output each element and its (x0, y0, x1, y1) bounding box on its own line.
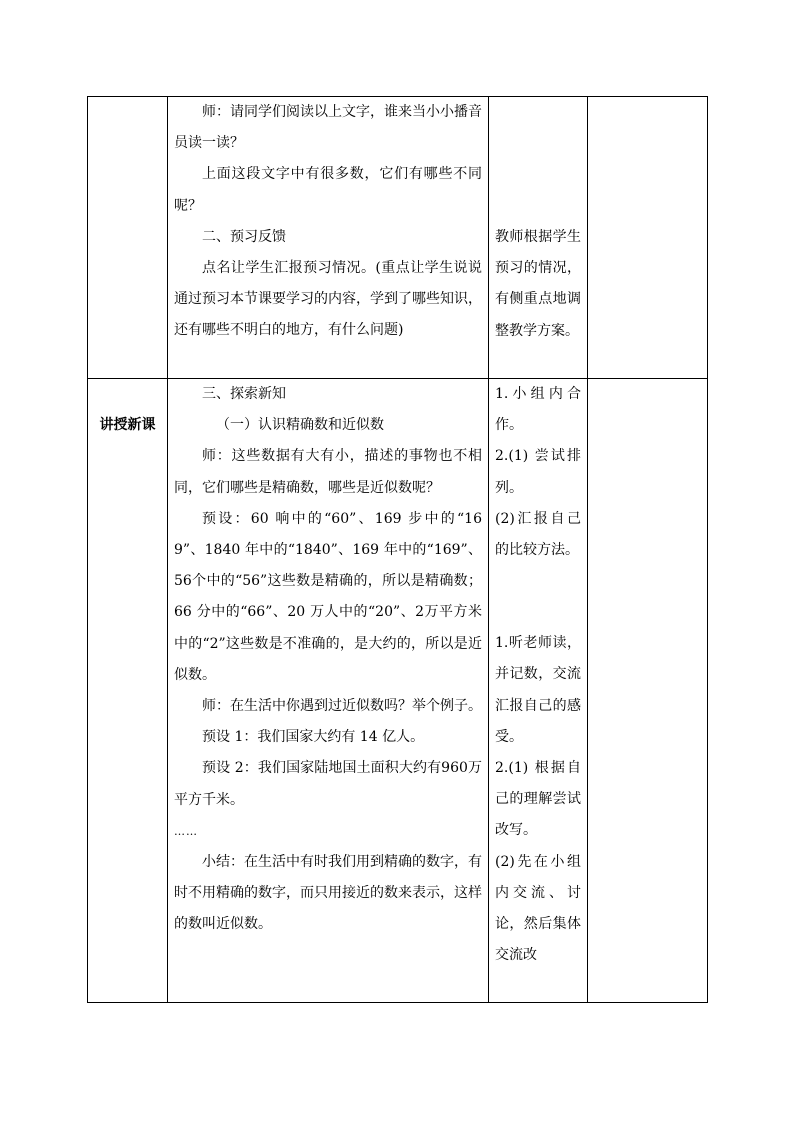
notes-paragraph: 2.(1) 尝试排列。 (495, 448, 581, 496)
notes-paragraph: 1.小组内合作。 (495, 386, 581, 434)
table-row (88, 97, 708, 379)
table-row (88, 379, 708, 1003)
content-heading: 二、预习反馈 (202, 228, 286, 245)
content-paragraph: 预设：60 响中的“60”、169 步中的“169”、1840 年中的“1840”、169 年中的“169”、56个中的“56”这些数是精确的，所以是精确数；66 分中的“66”、20 万人中的“20”、2万平方米中的“2”这些数是不准确的，是大约的，所以是近似数。 (174, 510, 482, 683)
content-paragraph: 师：在生活中你遇到过近似数吗？举个例子。 (202, 698, 482, 715)
notes-paragraph: 教师根据学生预习的情况，有侧重点地调整教学方案。 (495, 229, 581, 339)
notes-cell (489, 379, 588, 1003)
content-heading: 三、探索新知 (202, 386, 286, 402)
notes-cell (489, 97, 588, 379)
section-label-cell (88, 97, 168, 379)
content-ellipsis: …… (174, 824, 198, 838)
section-label: 讲授新课 (99, 417, 156, 433)
section-label-cell (88, 379, 168, 1003)
notes-paragraph: 1.听老师读，并记数，交流汇报自己的感受。 (495, 635, 581, 745)
notes-paragraph: (2)汇报自己的比较方法。 (495, 510, 581, 559)
content-cell (168, 379, 489, 1003)
remarks-cell (588, 97, 708, 379)
content-cell (168, 97, 489, 379)
content-paragraph: 预设 2：我们国家陆地国土面积大约有960万平方千米。 (174, 760, 482, 808)
content-paragraph: 预设 1：我们国家大约有 14 亿人。 (202, 729, 425, 746)
lesson-plan-table (87, 96, 708, 1003)
content-paragraph: 小结：在生活中有时我们用到精确的数字，有时不用精确的数字，而只用接近的数来表示，这样的数叫近似数。 (174, 854, 482, 933)
content-paragraph: 师：这些数据有大有小，描述的事物也不相同，它们哪些是精确数，哪些是近似数呢？ (174, 448, 482, 496)
content-paragraph: 师：请同学们阅读以上文字，谁来当小小播音员读一读？ (174, 104, 482, 152)
notes-paragraph: (2)先在小组内交流、讨论，然后集体交流改 (495, 853, 581, 964)
content-subheading: （一）认识精确数和近似数 (216, 417, 384, 434)
notes-paragraph: 2.(1) 根据自己的理解尝试改写。 (495, 760, 581, 839)
content-paragraph: 上面这段文字中有很多数，它们有哪些不同呢？ (174, 166, 482, 214)
remarks-cell (588, 379, 708, 1003)
content-paragraph: 点名让学生汇报预习情况。(重点让学生说说通过预习本节课要学习的内容，学到了哪些知识，还有哪些不明白的地方，有什么问题) (174, 260, 482, 339)
